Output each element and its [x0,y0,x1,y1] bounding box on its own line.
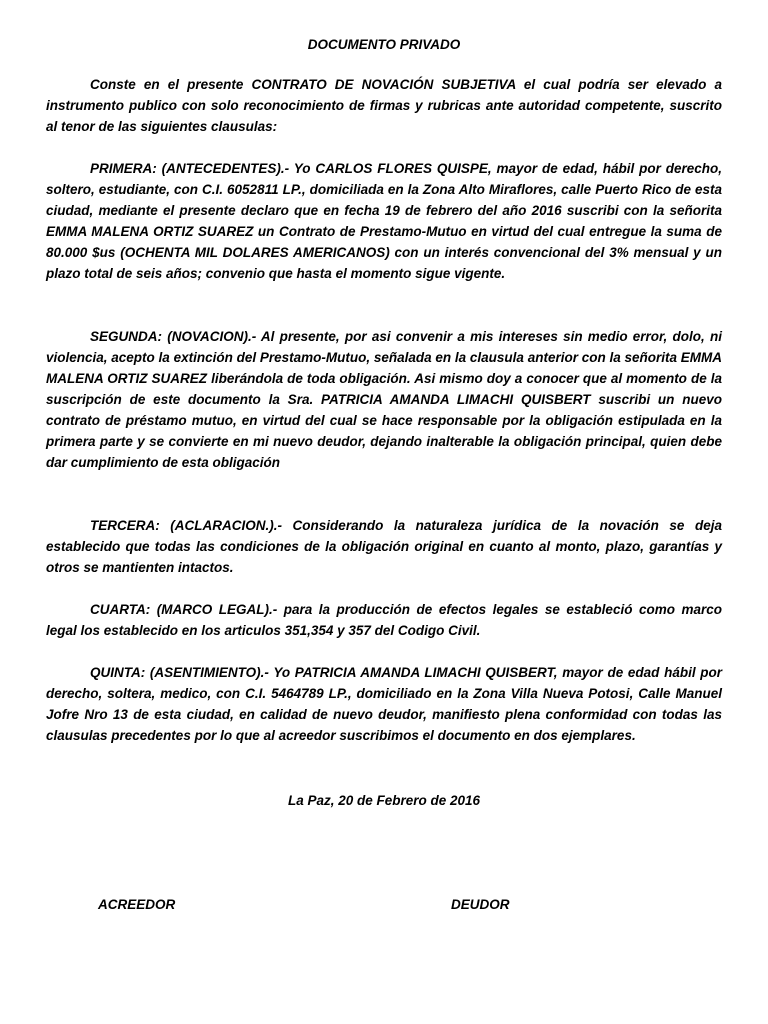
clause-primera: PRIMERA: (ANTECEDENTES).- Yo CARLOS FLORES QUISPE, mayor de edad, hábil por derecho, soltero, estudiante, con C.I. 6052811 LP., domiciliada en la Zona Alto Miraflores, calle Puerto Rico de esta ciudad, mediante el presente declaro que en fecha 19 de febrero del año 2016 suscribi con la señorita EMMA MALENA ORTIZ SUAREZ un Contrato de Prestamo-Mutuo en virtud del cual entregue la suma de 80.000 $us (OCHENTA MIL DOLARES AMERICANOS) con un interés convencional del 3% mensual y un plazo total de seis años; convenio que hasta el momento sigue vigente. [46,161,722,281]
intro-paragraph: Conste en el presente CONTRATO DE NOVACIÓN SUBJETIVA el cual podría ser elevado a instrumento publico con solo reconocimiento de firmas y rubricas ante autoridad competente, suscrito al tenor de las siguientes clausulas: [46,77,722,134]
clause-segunda: SEGUNDA: (NOVACION).- Al presente, por asi convenir a mis intereses sin medio error, dolo, ni violencia, acepto la extinción del Prestamo-Mutuo, señalada en la clausula anterior con la señorita EMMA MALENA ORTIZ SUAREZ liberándola de toda obligación. Asi mismo doy a conocer que al momento de la suscripción de este documento la Sra. PATRICIA AMANDA LIMACHI QUISBERT suscribi un nuevo contrato de préstamo mutuo, en virtud del cual se hace responsable por la obligación estipulada en la primera parte y se convierte en mi nuevo deudor, dejando inalterable la obligación principal, quien debe dar cumplimiento de esta obligación [46,329,722,470]
document-page [46,0,722,1024]
date-line: La Paz, 20 de Febrero de 2016 [287,793,481,808]
signature-deudor: DEUDOR [451,897,510,912]
document-title: DOCUMENTO PRIVADO [307,37,461,52]
clause-quinta: QUINTA: (ASENTIMIENTO).- Yo PATRICIA AMANDA LIMACHI QUISBERT, mayor de edad hábil por derecho, soltera, medico, con C.I. 5464789 LP., domiciliado en la Zona Villa Nueva Potosi, Calle Manuel Jofre Nro 13 de esta ciudad, en calidad de nuevo deudor, manifiesto plena conformidad con todas las clausulas precedentes por lo que al acreedor suscribimos el documento en dos ejemplares. [46,665,722,743]
clause-cuarta: CUARTA: (MARCO LEGAL).- para la producción de efectos legales se estableció como marco legal los establecido en los articulos 351,354 y 357 del Codigo Civil. [46,602,722,638]
signature-acreedor: ACREEDOR [98,897,176,912]
clause-tercera: TERCERA: (ACLARACION.).- Considerando la naturaleza jurídica de la novación se deja establecido que todas las condiciones de la obligación original en cuanto al monto, plazo, garantías y otros se mantienten intactos. [46,518,722,575]
